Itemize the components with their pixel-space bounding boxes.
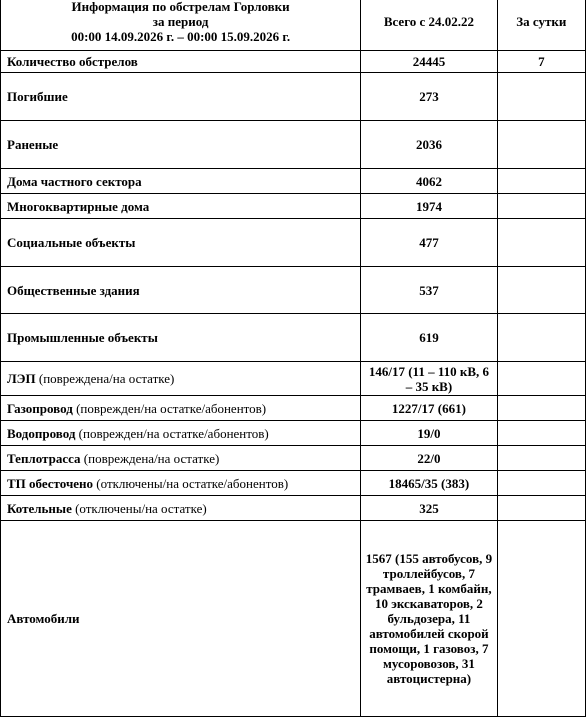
- row-total: 619: [361, 314, 497, 362]
- column-header-total: Всего с 24.02.22: [361, 0, 497, 51]
- row-total: 477: [361, 219, 497, 267]
- row-day: [497, 73, 585, 121]
- row-day: [497, 169, 585, 194]
- row-total: 1974: [361, 194, 497, 219]
- row-label: [1, 267, 361, 314]
- row-label: [1, 396, 361, 421]
- row-note: (отключены/на остатке): [71, 500, 207, 516]
- row-day: [497, 421, 585, 446]
- table-row: [1, 51, 586, 73]
- report-title-line1: Информация по обстрелам Горловки: [71, 0, 290, 14]
- row-day: [497, 362, 585, 396]
- row-label-text: Котельные: [7, 500, 72, 516]
- row-day: [497, 267, 585, 314]
- row-day: [497, 314, 585, 362]
- report-title: [1, 0, 361, 51]
- table-row: [1, 169, 586, 194]
- row-total: 537: [361, 267, 497, 314]
- row-total: 146/17 (11 – 110 кВ, 6 – 35 кВ): [361, 362, 497, 396]
- table-row: [1, 496, 586, 521]
- row-label-text: Водопровод: [7, 425, 76, 441]
- row-label-text: Общественные здания: [7, 282, 140, 298]
- row-label-text: Многоквартирные дома: [7, 198, 150, 214]
- table-row: [1, 521, 586, 717]
- row-total: 18465/35 (383): [361, 471, 497, 496]
- row-label-text: Количество обстрелов: [7, 54, 138, 69]
- row-label-text: Промышленные объекты: [7, 330, 158, 345]
- report-title-line3: 00:00 14.09.2026 г. – 00:00 15.09.2026 г.: [71, 29, 291, 44]
- row-label-text: Теплотрасса: [7, 450, 81, 466]
- table-row: [1, 362, 586, 396]
- row-label: [1, 169, 361, 194]
- row-total: 273: [361, 73, 497, 121]
- report-title-line2: за период: [152, 14, 209, 29]
- row-day: [497, 121, 585, 169]
- table-row: [1, 267, 586, 314]
- row-day: [497, 396, 585, 421]
- row-label: [1, 471, 361, 496]
- row-note: (отключены/на остатке/абонентов): [93, 475, 289, 491]
- row-day: [497, 194, 585, 219]
- row-day: [497, 471, 585, 496]
- row-label: [1, 73, 361, 121]
- row-label: [1, 421, 361, 446]
- row-label-text: Автомобили: [7, 611, 80, 626]
- table-row: [1, 121, 586, 169]
- table-row: [1, 73, 586, 121]
- row-label: [1, 314, 361, 362]
- row-total: 4062: [361, 169, 497, 194]
- row-note: (повреждена/на остатке): [80, 450, 220, 466]
- column-header-day: За сутки: [497, 0, 585, 51]
- row-day: [497, 521, 585, 717]
- table-row: [1, 194, 586, 219]
- row-day: [497, 496, 585, 521]
- row-label: [1, 446, 361, 471]
- table-row: [1, 446, 586, 471]
- row-total: 19/0: [361, 421, 497, 446]
- header-row: [1, 0, 586, 51]
- row-label: [1, 121, 361, 169]
- row-label: [1, 194, 361, 219]
- row-total: 1227/17 (661): [361, 396, 497, 421]
- row-label: [1, 496, 361, 521]
- row-day: 7: [497, 51, 585, 73]
- row-label-text: ЛЭП: [7, 371, 36, 386]
- row-total: 1567 (155 автобусов, 9 троллейбусов, 7 трамваев, 1 комбайн, 10 экскаваторов, 2 бульдозера, 11 автомобилей скорой помощи, 1 газовоз, 7 мусоровозов, 31 автоцистерна): [361, 521, 497, 717]
- row-label-text: Социальные объекты: [7, 235, 136, 250]
- row-label: [1, 362, 361, 396]
- row-label-text: Газопровод: [7, 400, 73, 416]
- table-row: [1, 421, 586, 446]
- row-note: (поврежден/на остатке/абонентов): [75, 425, 269, 441]
- table-row: [1, 219, 586, 267]
- row-total: 325: [361, 496, 497, 521]
- row-total: 22/0: [361, 446, 497, 471]
- row-note: (повреждена/на остатке): [35, 371, 175, 386]
- row-label: [1, 51, 361, 73]
- row-label-text: ТП обесточено: [7, 475, 94, 491]
- row-label-text: Раненые: [7, 137, 59, 152]
- row-day: [497, 219, 585, 267]
- row-note: (поврежден/на остатке/абонентов): [72, 400, 267, 416]
- row-label: [1, 521, 361, 717]
- row-day: [497, 446, 585, 471]
- row-label-text: Дома частного сектора: [7, 173, 142, 189]
- row-total: 2036: [361, 121, 497, 169]
- row-label-text: Погибшие: [7, 89, 68, 104]
- table-row: [1, 396, 586, 421]
- row-label: [1, 219, 361, 267]
- table-row: [1, 471, 586, 496]
- row-total: 24445: [361, 51, 497, 73]
- table-row: [1, 314, 586, 362]
